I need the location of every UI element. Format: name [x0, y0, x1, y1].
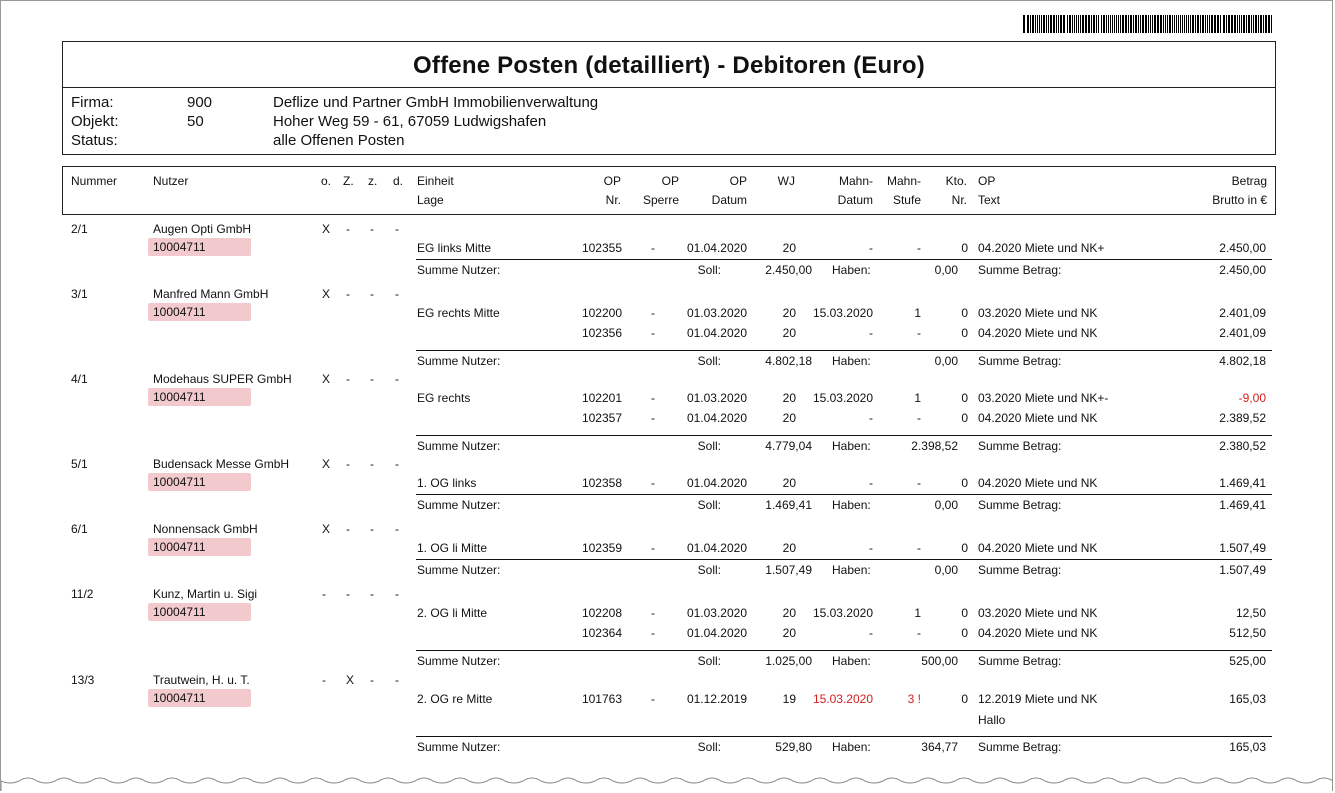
item-mahn-stufe: - — [917, 626, 921, 640]
item-einheit: EG links Mitte — [417, 241, 492, 255]
soll-label: Soll: — [697, 740, 721, 754]
item-op-datum: 01.03.2020 — [686, 606, 747, 620]
row-flag: - — [346, 222, 350, 236]
row-flag: - — [322, 587, 326, 601]
summary-divider — [416, 259, 1272, 260]
item-betrag: 512,50 — [1229, 626, 1266, 640]
item-mahn-datum: - — [869, 411, 873, 425]
info-text: alle Offenen Posten — [273, 132, 405, 149]
item-betrag: -9,00 — [1238, 391, 1266, 405]
row-flag: X — [322, 457, 331, 471]
item-op-text: 04.2020 Miete und NK — [978, 476, 1098, 490]
row-flag: - — [395, 372, 399, 386]
item-mahn-datum: - — [869, 541, 873, 555]
haben-label: Haben: — [832, 740, 871, 754]
item-sperre: - — [651, 476, 655, 490]
item-mahn-datum: 15.03.2020 — [812, 692, 873, 706]
header-op-datum: OP — [729, 174, 747, 188]
soll-value: 1.469,41 — [765, 498, 812, 512]
item-kto: 0 — [961, 306, 968, 320]
header-kto-2: Nr. — [951, 193, 967, 207]
item-mahn-stufe: - — [917, 541, 921, 555]
item-op-nr: 102357 — [581, 411, 622, 425]
item-wj: 20 — [782, 411, 796, 425]
summe-nutzer-label: Summe Nutzer: — [417, 263, 501, 277]
row-flag: - — [346, 287, 350, 301]
nutzer-id-badge: 10004711 — [148, 689, 251, 707]
row-flag: - — [395, 457, 399, 471]
item-op-datum: 01.04.2020 — [686, 476, 747, 490]
soll-value: 4.802,18 — [765, 354, 812, 368]
item-op-text: 12.2019 Miete und NK — [978, 692, 1098, 706]
item-mahn-datum: 15.03.2020 — [812, 606, 873, 620]
row-flag: - — [395, 222, 399, 236]
item-kto: 0 — [961, 391, 968, 405]
item-kto: 0 — [961, 606, 968, 620]
item-kto: 0 — [961, 626, 968, 640]
header-mahn-stufe: Mahn- — [886, 174, 921, 188]
item-mahn-datum: - — [869, 476, 873, 490]
summe-betrag-label: Summe Betrag: — [978, 654, 1062, 668]
row-flag: - — [346, 372, 350, 386]
item-einheit: 2. OG li Mitte — [417, 606, 488, 620]
row-nutzer-name: Augen Opti GmbH — [153, 222, 252, 236]
row-flag: - — [395, 673, 399, 687]
row-nummer: 6/1 — [71, 522, 88, 536]
row-flag: - — [370, 522, 374, 536]
row-flag: - — [346, 587, 350, 601]
summe-betrag-label: Summe Betrag: — [978, 498, 1062, 512]
nutzer-id-badge: 10004711 — [148, 538, 251, 556]
item-op-nr: 102355 — [581, 241, 622, 255]
item-betrag: 1.469,41 — [1219, 476, 1266, 490]
row-nutzer-name: Manfred Mann GmbH — [153, 287, 269, 301]
row-flag: X — [322, 372, 331, 386]
item-betrag: 2.401,09 — [1219, 306, 1266, 320]
summe-betrag-label: Summe Betrag: — [978, 263, 1062, 277]
item-op-nr: 102364 — [581, 626, 622, 640]
row-nutzer-name: Trautwein, H. u. T. — [153, 673, 250, 687]
header-einheit: Einheit — [417, 174, 454, 188]
soll-label: Soll: — [697, 439, 721, 453]
item-kto: 0 — [961, 411, 968, 425]
row-flag: - — [395, 287, 399, 301]
item-sperre: - — [651, 606, 655, 620]
item-betrag: 2.450,00 — [1219, 241, 1266, 255]
soll-label: Soll: — [697, 263, 721, 277]
row-flag: X — [346, 673, 355, 687]
item-betrag: 2.401,09 — [1219, 326, 1266, 340]
header-betrag-2: Brutto in € — [1212, 193, 1267, 207]
item-mahn-datum: 15.03.2020 — [812, 306, 873, 320]
item-op-nr: 102358 — [581, 476, 622, 490]
haben-value: 0,00 — [934, 498, 958, 512]
row-flag: - — [370, 287, 374, 301]
item-sperre: - — [651, 306, 655, 320]
item-mahn-stufe: 1 — [914, 306, 921, 320]
item-op-datum: 01.12.2019 — [686, 692, 747, 706]
soll-value: 1.025,00 — [765, 654, 812, 668]
soll-label: Soll: — [697, 498, 721, 512]
summe-betrag-value: 1.469,41 — [1219, 498, 1266, 512]
row-flag: X — [322, 222, 331, 236]
item-betrag: 12,50 — [1235, 606, 1266, 620]
header-mahn-datum-2: Datum — [837, 193, 873, 207]
header-nutzer: Nutzer — [153, 174, 189, 188]
item-mahn-stufe: - — [917, 476, 921, 490]
item-wj: 20 — [782, 326, 796, 340]
item-op-text: 04.2020 Miete und NK — [978, 541, 1098, 555]
report-body — [1, 1, 1333, 791]
header-d: d. — [393, 174, 404, 188]
summe-nutzer-label: Summe Nutzer: — [417, 654, 501, 668]
summe-betrag-value: 4.802,18 — [1219, 354, 1266, 368]
header-mahn-stufe-2: Stufe — [892, 193, 921, 207]
row-nutzer-name: Nonnensack GmbH — [153, 522, 258, 536]
summe-betrag-label: Summe Betrag: — [978, 439, 1062, 453]
item-kto: 0 — [961, 692, 968, 706]
row-nummer: 5/1 — [71, 457, 88, 471]
item-op-nr: 101763 — [581, 692, 622, 706]
summe-nutzer-label: Summe Nutzer: — [417, 439, 501, 453]
row-flag: X — [322, 287, 331, 301]
nutzer-id-badge: 10004711 — [148, 473, 251, 491]
info-text: Deflize und Partner GmbH Immobilienverwaltung — [273, 94, 599, 111]
item-einheit: EG rechts — [417, 391, 471, 405]
item-sperre: - — [651, 241, 655, 255]
item-op-text: 03.2020 Miete und NK+- — [978, 391, 1109, 405]
row-flag: - — [395, 587, 399, 601]
info-code: 50 — [187, 113, 204, 130]
item-op-text: 03.2020 Miete und NK — [978, 606, 1098, 620]
haben-label: Haben: — [832, 439, 871, 453]
row-flag: - — [346, 522, 350, 536]
summe-betrag-value: 525,00 — [1229, 654, 1266, 668]
item-op-nr: 102201 — [581, 391, 622, 405]
summe-nutzer-label: Summe Nutzer: — [417, 354, 501, 368]
header-o: o. — [321, 174, 332, 188]
header-betrag: Betrag — [1231, 174, 1267, 188]
haben-value: 364,77 — [921, 740, 958, 754]
header-mahn-datum: Mahn- — [838, 174, 873, 188]
item-mahn-stufe: - — [917, 411, 921, 425]
item-op-nr: 102359 — [581, 541, 622, 555]
summary-divider — [416, 494, 1272, 495]
item-mahn-datum: - — [869, 326, 873, 340]
item-op-datum: 01.03.2020 — [686, 306, 747, 320]
item-mahn-stufe: 1 — [914, 391, 921, 405]
item-sperre: - — [651, 391, 655, 405]
item-op-nr: 102200 — [581, 306, 622, 320]
item-op-text: 04.2020 Miete und NK — [978, 326, 1098, 340]
report-title: Offene Posten (detailliert) - Debitoren (Euro) — [413, 52, 925, 79]
summe-nutzer-label: Summe Nutzer: — [417, 563, 501, 577]
row-flag: - — [370, 457, 374, 471]
summe-betrag-label: Summe Betrag: — [978, 563, 1062, 577]
item-einheit: 1. OG links — [417, 476, 477, 490]
item-mahn-datum: 15.03.2020 — [812, 391, 873, 405]
item-op-text-extra: Hallo — [978, 713, 1006, 727]
item-op-datum: 01.04.2020 — [686, 326, 747, 340]
haben-label: Haben: — [832, 563, 871, 577]
header-op-text: OP — [978, 174, 996, 188]
soll-label: Soll: — [697, 354, 721, 368]
item-mahn-stufe: - — [917, 241, 921, 255]
item-wj: 20 — [782, 626, 796, 640]
item-op-datum: 01.04.2020 — [686, 541, 747, 555]
item-sperre: - — [651, 326, 655, 340]
soll-label: Soll: — [697, 563, 721, 577]
summary-divider — [416, 559, 1272, 560]
nutzer-id-badge: 10004711 — [148, 303, 251, 321]
header-op-datum-2: Datum — [711, 193, 747, 207]
summe-nutzer-label: Summe Nutzer: — [417, 498, 501, 512]
item-kto: 0 — [961, 241, 968, 255]
haben-value: 0,00 — [934, 563, 958, 577]
item-sperre: - — [651, 411, 655, 425]
torn-edge — [1, 771, 1333, 791]
info-label: Firma: — [71, 94, 114, 111]
header-nummer: Nummer — [71, 174, 118, 188]
item-mahn-datum: - — [869, 626, 873, 640]
info-label: Objekt: — [71, 113, 119, 130]
info-label: Status: — [71, 132, 118, 149]
row-flag: - — [370, 372, 374, 386]
row-nutzer-name: Modehaus SUPER GmbH — [153, 372, 292, 386]
header-z1: Z. — [343, 174, 354, 188]
item-mahn-stufe: - — [917, 326, 921, 340]
header-op-nr: OP — [603, 174, 621, 188]
haben-value: 2.398,52 — [911, 439, 958, 453]
summe-betrag-value: 165,03 — [1229, 740, 1266, 754]
item-wj: 20 — [782, 391, 796, 405]
item-betrag: 2.389,52 — [1219, 411, 1266, 425]
summe-nutzer-label: Summe Nutzer: — [417, 740, 501, 754]
item-einheit: EG rechts Mitte — [417, 306, 500, 320]
item-wj: 20 — [782, 306, 796, 320]
item-op-datum: 01.04.2020 — [686, 411, 747, 425]
header-op-sperre: OP — [661, 174, 679, 188]
row-flag: - — [370, 222, 374, 236]
item-wj: 19 — [782, 692, 796, 706]
item-kto: 0 — [961, 476, 968, 490]
summe-betrag-value: 2.450,00 — [1219, 263, 1266, 277]
row-flag: - — [370, 587, 374, 601]
item-wj: 20 — [782, 541, 796, 555]
haben-label: Haben: — [832, 654, 871, 668]
row-nummer: 4/1 — [71, 372, 88, 386]
item-einheit: 2. OG re Mitte — [417, 692, 493, 706]
row-nummer: 13/3 — [71, 673, 95, 687]
soll-value: 2.450,00 — [765, 263, 812, 277]
header-z2: z. — [368, 174, 378, 188]
item-sperre: - — [651, 541, 655, 555]
nutzer-id-badge: 10004711 — [148, 388, 251, 406]
item-mahn-datum: - — [869, 241, 873, 255]
item-mahn-stufe: 3 ! — [907, 692, 921, 706]
item-op-nr: 102208 — [581, 606, 622, 620]
soll-label: Soll: — [697, 654, 721, 668]
row-flag: - — [370, 673, 374, 687]
summary-divider — [416, 435, 1272, 436]
nutzer-id-badge: 10004711 — [148, 238, 251, 256]
row-nutzer-name: Kunz, Martin u. Sigi — [153, 587, 258, 601]
summary-divider — [416, 736, 1272, 737]
item-wj: 20 — [782, 606, 796, 620]
summe-betrag-label: Summe Betrag: — [978, 354, 1062, 368]
row-nummer: 11/2 — [71, 587, 94, 601]
soll-value: 529,80 — [775, 740, 812, 754]
item-op-text: 03.2020 Miete und NK — [978, 306, 1098, 320]
row-flag: - — [322, 673, 326, 687]
haben-label: Haben: — [832, 354, 871, 368]
item-sperre: - — [651, 626, 655, 640]
item-op-text: 04.2020 Miete und NK+ — [978, 241, 1105, 255]
header-op-nr-2: Nr. — [605, 193, 621, 207]
header-op-text-2: Text — [978, 193, 1001, 207]
nutzer-id-badge: 10004711 — [148, 603, 251, 621]
row-nummer: 2/1 — [71, 222, 88, 236]
item-wj: 20 — [782, 476, 796, 490]
summe-betrag-value: 1.507,49 — [1219, 563, 1266, 577]
info-text: Hoher Weg 59 - 61, 67059 Ludwigshafen — [273, 113, 547, 130]
summe-betrag-value: 2.380,52 — [1219, 439, 1266, 453]
summary-divider — [416, 350, 1272, 351]
item-op-text: 04.2020 Miete und NK — [978, 626, 1098, 640]
summary-divider — [416, 650, 1272, 651]
summe-betrag-label: Summe Betrag: — [978, 740, 1062, 754]
item-kto: 0 — [961, 541, 968, 555]
row-nummer: 3/1 — [71, 287, 88, 301]
header-wj: WJ — [777, 174, 795, 188]
item-op-datum: 01.04.2020 — [686, 626, 747, 640]
haben-value: 500,00 — [921, 654, 958, 668]
item-op-datum: 01.04.2020 — [686, 241, 747, 255]
item-kto: 0 — [961, 326, 968, 340]
header-kto: Kto. — [945, 174, 967, 188]
item-sperre: - — [651, 692, 655, 706]
item-op-datum: 01.03.2020 — [686, 391, 747, 405]
row-flag: - — [395, 522, 399, 536]
haben-label: Haben: — [832, 498, 871, 512]
item-mahn-stufe: 1 — [914, 606, 921, 620]
header-op-sperre-2: Sperre — [642, 193, 679, 207]
haben-label: Haben: — [832, 263, 871, 277]
haben-value: 0,00 — [934, 354, 958, 368]
info-code: 900 — [187, 94, 213, 111]
item-einheit: 1. OG li Mitte — [417, 541, 488, 555]
item-betrag: 1.507,49 — [1219, 541, 1266, 555]
item-op-nr: 102356 — [581, 326, 622, 340]
item-op-text: 04.2020 Miete und NK — [978, 411, 1098, 425]
item-betrag: 165,03 — [1229, 692, 1266, 706]
header-lage: Lage — [417, 193, 444, 207]
soll-value: 4.779,04 — [765, 439, 812, 453]
item-wj: 20 — [782, 241, 796, 255]
row-nutzer-name: Budensack Messe GmbH — [153, 457, 290, 471]
row-flag: X — [322, 522, 331, 536]
soll-value: 1.507,49 — [765, 563, 812, 577]
haben-value: 0,00 — [934, 263, 958, 277]
row-flag: - — [346, 457, 350, 471]
